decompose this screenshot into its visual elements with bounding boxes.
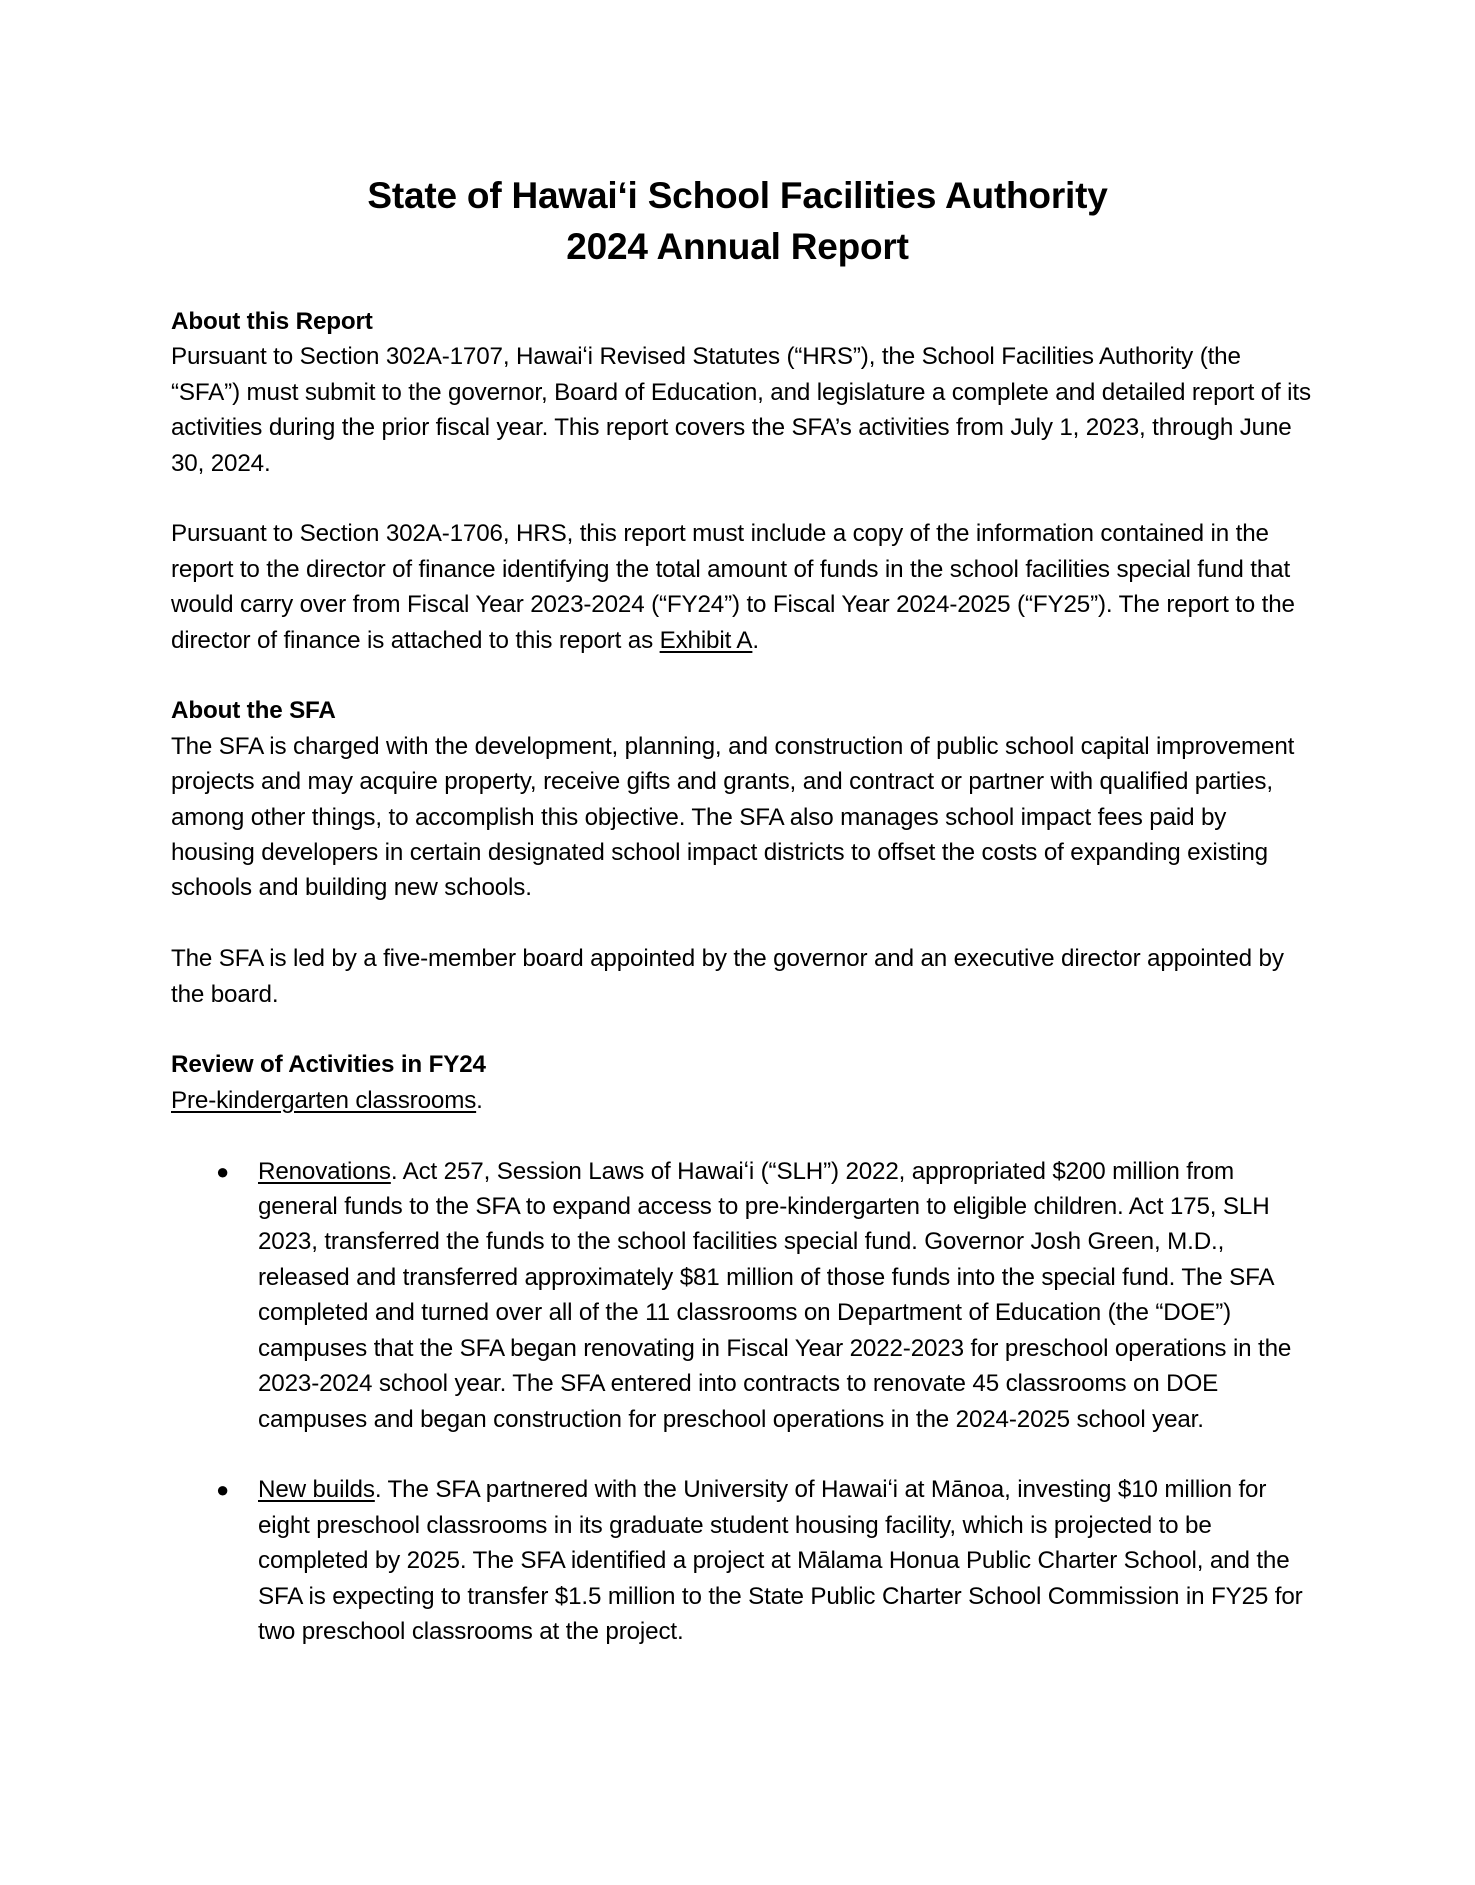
section-heading-about-report: About this Report bbox=[171, 308, 373, 335]
about-sfa-paragraph-1: The SFA is charged with the development, planning, and construction of public school capital improvement projects and may acquire property, receive gifts and grants, and contract or partner with qualified parties, among other things, to accomplish this objective. The SFA also manages school impact fees paid by housing developers in certain designated school impact districts to offset the costs of expanding existing schools and building new schools. bbox=[171, 732, 1295, 902]
bullet-new-builds bbox=[171, 1472, 1316, 1649]
about-report-paragraph-2 bbox=[171, 516, 1316, 658]
review-bullet-list bbox=[171, 1154, 1316, 1650]
bullet-renovations bbox=[171, 1154, 1316, 1437]
title-line-1: State of Hawaiʻi School Facilities Authority bbox=[367, 175, 1108, 216]
bullet-label-new-builds: New builds bbox=[258, 1476, 375, 1504]
document-title bbox=[0, 170, 1475, 272]
bullet-text-new-builds: . The SFA partnered with the University of Hawaiʻi at Mānoa, investing $10 million for eight preschool classrooms in its graduate student housing facility, which is projected to be completed by 2025. The SFA identified a project at Mālama Honua Public Charter School, and the SFA is expecting to transfer $1.5 million to the State Public Charter School Commission in FY25 for two preschool classrooms at the project. bbox=[258, 1476, 1303, 1645]
about-report-paragraph-2-end: . bbox=[752, 626, 759, 654]
title-line-2: 2024 Annual Report bbox=[566, 226, 909, 267]
document-body bbox=[171, 304, 1316, 1649]
section-heading-about-sfa: About the SFA bbox=[171, 697, 336, 725]
bullet-dot-icon: ● bbox=[216, 1158, 230, 1184]
about-sfa-paragraph-2: The SFA is led by a five-member board appointed by the governor and an executive director appointed by the board. bbox=[171, 945, 1284, 1008]
review-subheading bbox=[171, 1083, 1316, 1118]
about-report-paragraph-2-text: Pursuant to Section 302A-1706, HRS, this report must include a copy of the information contained in the report to the director of finance identifying the total amount of funds in the school facilities special fund that would carry over from Fiscal Year 2023-2024 (“FY24”) to Fiscal Year 2024-2025 (“FY25”). The report to the director of finance is attached to this report as bbox=[171, 520, 1295, 654]
prek-classrooms-subheading: Pre-kindergarten classrooms bbox=[171, 1086, 477, 1114]
section-about-sfa bbox=[171, 693, 1316, 1012]
bullet-dot-icon: ● bbox=[216, 1477, 230, 1503]
review-subheading-end: . bbox=[476, 1086, 483, 1114]
about-report-paragraph-1: Pursuant to Section 302A-1707, Hawaiʻi Revised Statutes (“HRS”), the School Facilities Authority (the “SFA”) must submit to the governor, Board of Education, and legislature a complete and detailed report of its activities during the prior fiscal year. This report covers the SFA’s activities from July 1, 2023, through June 30, 2024. bbox=[171, 343, 1311, 477]
bullet-label-renovations: Renovations bbox=[258, 1157, 391, 1185]
section-heading-review-activities: Review of Activities in FY24 bbox=[171, 1051, 486, 1079]
section-review-activities bbox=[171, 1047, 1316, 1649]
bullet-text-renovations: . Act 257, Session Laws of Hawaiʻi (“SLH”) 2022, appropriated $200 million from general funds to the SFA to expand access to pre-kindergarten to eligible children. Act 175, SLH 2023, transferred the funds to the school facilities special fund. Governor Josh Green, M.D., released and transferred approximately $81 million of those funds into the special fund. The SFA completed and turned over all of the 11 classrooms on Department of Education (the “DOE”) campuses that the SFA began renovating in Fiscal Year 2022-2023 for preschool operations in the 2023-2024 school year. The SFA entered into contracts to renovate 45 classrooms on DOE campuses and began construction for preschool operations in the 2024-2025 school year. bbox=[258, 1157, 1292, 1433]
section-about-report bbox=[171, 304, 1316, 658]
exhibit-a-link[interactable]: Exhibit A bbox=[659, 626, 753, 654]
